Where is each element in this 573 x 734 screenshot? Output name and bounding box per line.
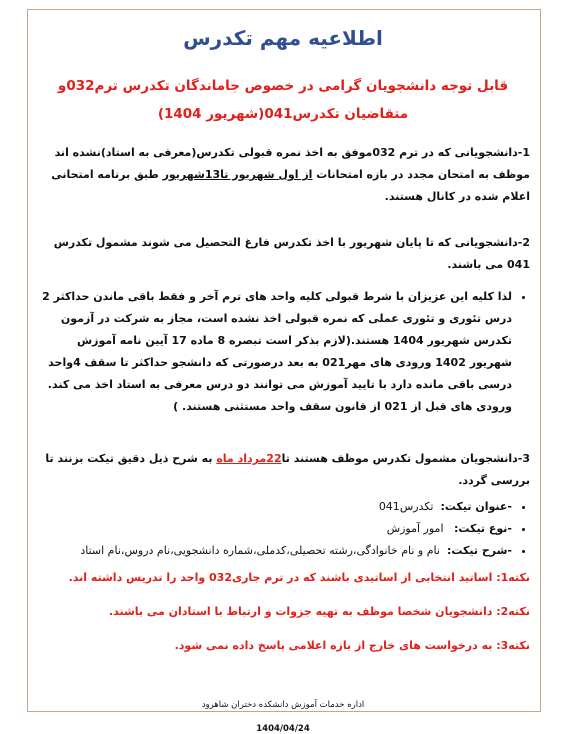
ticket-value: نام و نام خانوادگی،رشته تحصیلی،کدملی،شماره دانشجویی،نام دروس،نام استاد	[80, 544, 447, 557]
paragraph-1-text: 1-دانشجویانی که در ترم 032موفق به اخذ نمره قبولی تکدرس(معرفی به استاد)نشده اند موظف به امتحان مجدد در بازه امتحانات	[54, 146, 530, 181]
paragraph-1-underlined: از اول شهریور تا13شهریور	[162, 168, 313, 181]
note-key: نکته1:	[496, 571, 530, 584]
list-item	[36, 496, 512, 518]
note-text: اساتید انتخابی از اساتیدی باشند که در ترم جاری032 واحد را تدریس داشته اند.	[68, 571, 497, 584]
note-1	[36, 568, 530, 588]
list-item	[36, 518, 512, 540]
paragraph-2: 2-دانشجویانی که تا پایان شهریور با اخذ تکدرس فارغ التحصیل می شوند مشمول تکدرس 041 می باشند.	[53, 236, 530, 271]
ticket-instructions	[36, 496, 530, 562]
note-3	[36, 636, 530, 656]
paragraph-1-text-end: طبق برنامه امتحانی اعلام شده در کانال هستند.	[51, 168, 530, 203]
note-key: نکته3:	[496, 639, 530, 652]
note-2	[36, 602, 530, 622]
ticket-value: امور آموزش	[386, 522, 454, 535]
subtitle: قابل توجه دانشجویان گرامی در خصوص جاماندگان تکدرس ترم032و متقاضیان تکدرس041(شهریور 1404)	[57, 78, 509, 122]
paragraph-3-text: 3-دانشجویان مشمول تکدرس موظف هستند تا	[281, 452, 530, 465]
list-item	[36, 540, 512, 562]
issue-date: 1404/04/24	[256, 724, 310, 734]
deadline-date: 22مرداد ماه	[216, 452, 282, 465]
paragraph-3-text-end: به شرح ذیل دقیق تیکت بزنند تا بررسی گردد.	[45, 452, 530, 487]
paragraph-2-bullet: • لذا کلیه این عزیزان با شرط قبولی کلیه واحد های ترم آخر و فقط باقی ماندن حداکثر 2 درس تئوری و تئوری عملی که نمره قبولی اخذ نشده است، مجاز به شرکت در آزمون تکدرس شهریور 1404 هستند.(لازم بذکر است تبصره 8 ماده 17 آیین نامه آموزش شهریور 1402 ورودی های مهر021 به بعد درصورتی که دانشجو حداکثر تا سقف 4واحد درسی باقی مانده دارد با تایید آموزش می توانند دو درس معرفی به استاد اخذ می کند. ورودی های قبل از 021 از قانون سقف واحد مستثنی هستند. )	[36, 286, 512, 418]
ticket-label: -نوع تیکت:	[454, 522, 512, 535]
announcement	[36, 18, 530, 734]
paragraph-2-list	[36, 286, 530, 418]
paragraph-3	[36, 448, 530, 492]
office-signature: اداره خدمات آموزش دانشکده دختران شاهرود	[201, 700, 365, 710]
note-key: نکته2:	[496, 605, 530, 618]
paragraph-1	[36, 142, 530, 208]
ticket-label: -عنوان تیکت:	[440, 500, 512, 513]
ticket-label: -شرح تیکت:	[446, 544, 512, 557]
page-title: اطلاعیه مهم تکدرس	[183, 26, 383, 50]
note-text: دانشجویان شخصا موظف به تهیه جزوات و ارتباط با استادان می باشند.	[108, 605, 497, 618]
ticket-value: تکدرس041	[378, 500, 441, 513]
note-text: به درخواست های خارج از بازه اعلامی پاسخ داده نمی شود.	[174, 639, 497, 652]
